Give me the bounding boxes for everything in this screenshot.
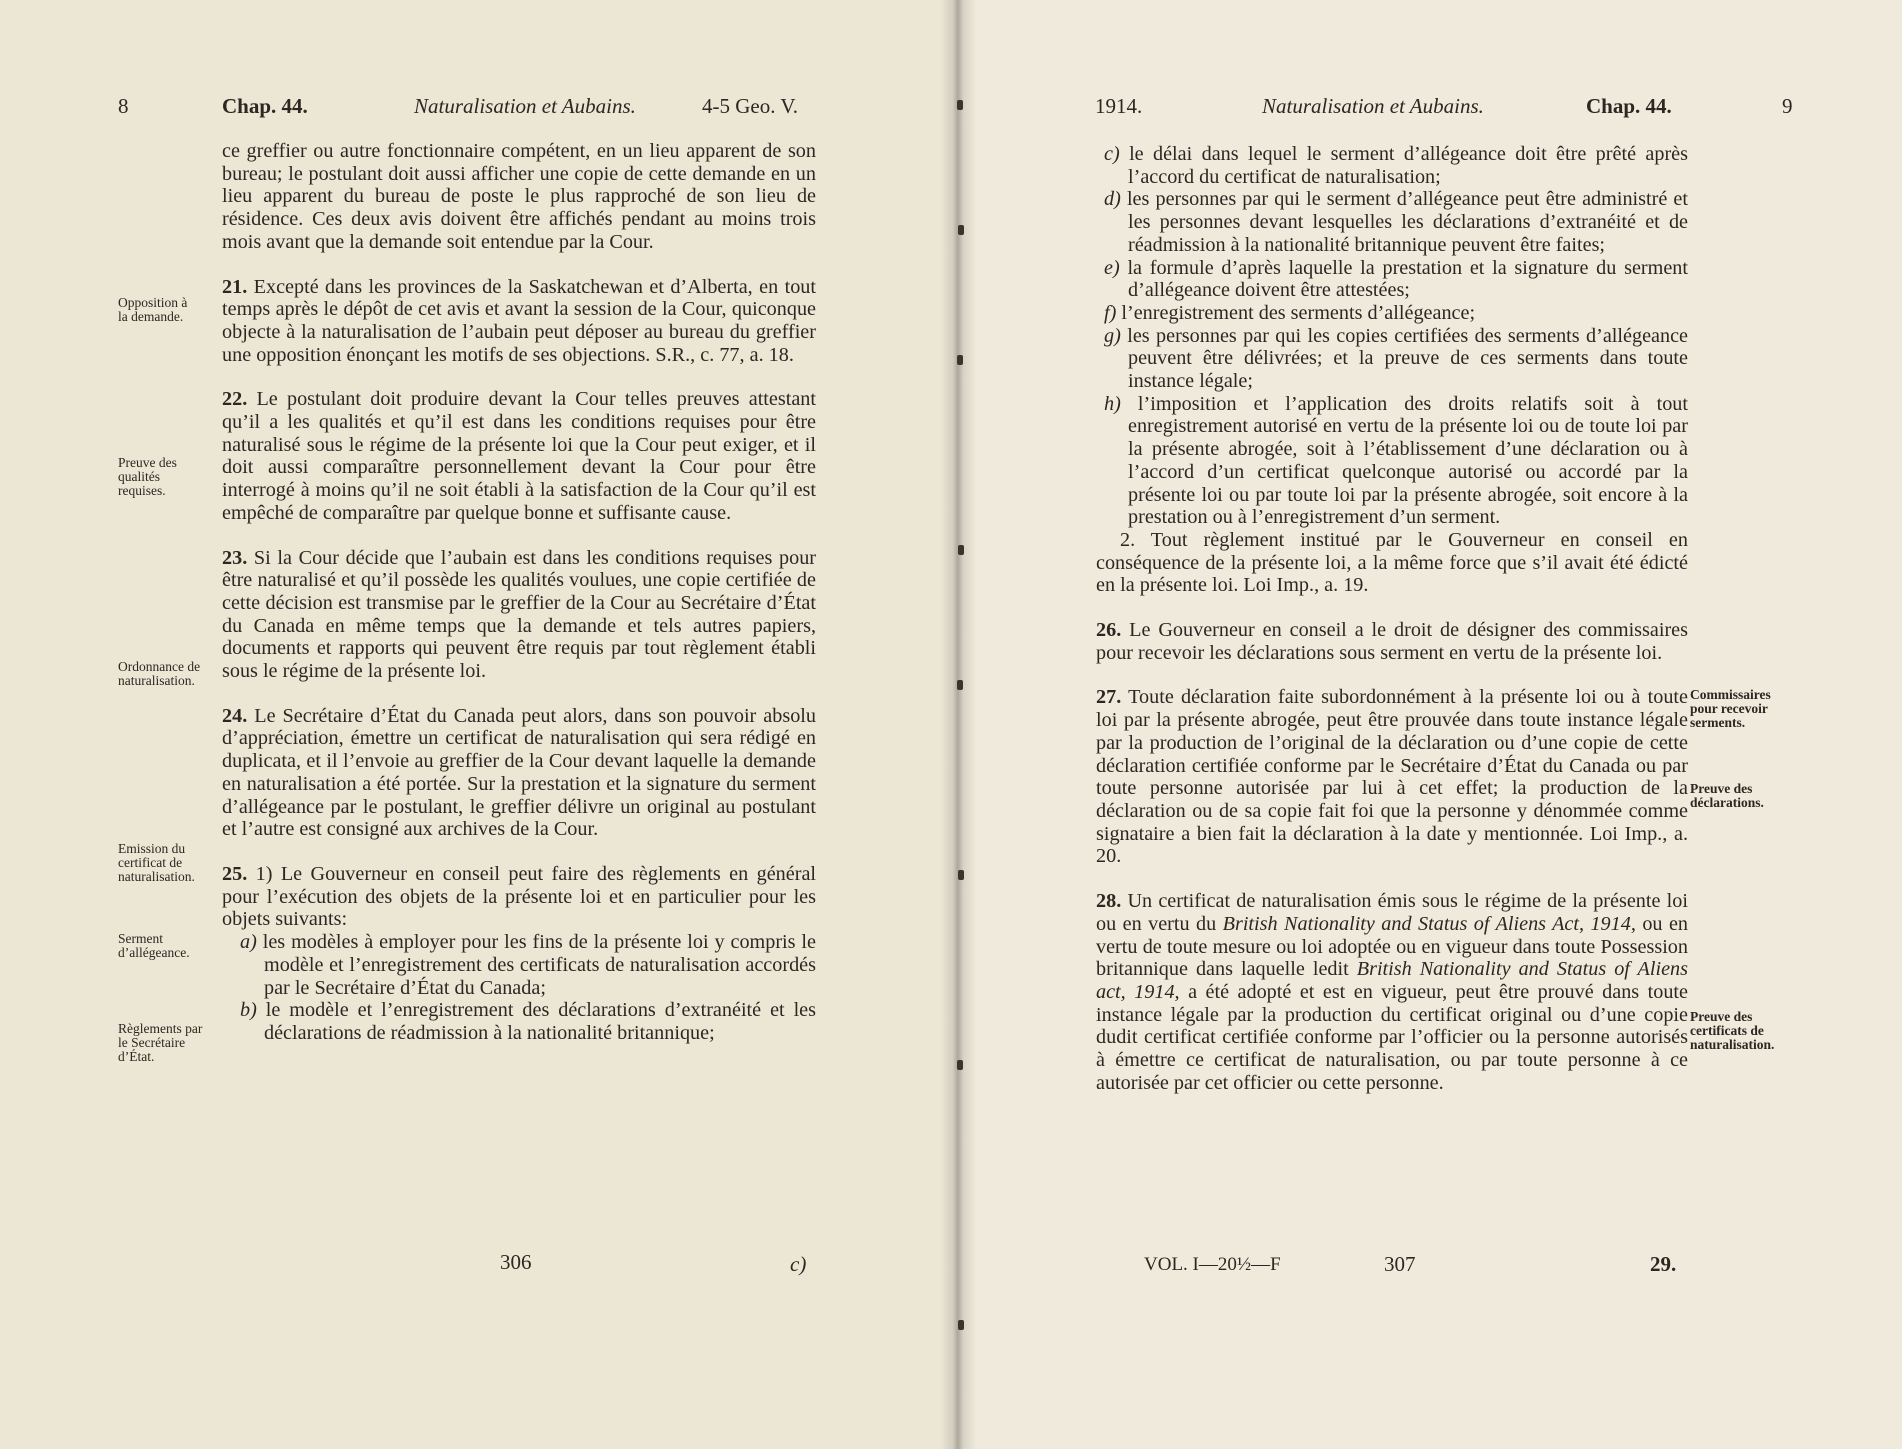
subsection-2: 2. Tout règlement institué par le Gouverneur en conseil en conséquence de la présente loi, a la même force que s’il avait été édicté en la présente loi. Loi Imp., a. 19. [1096, 528, 1688, 597]
side-note-ordonnance: Ordonnance de naturalisation. [118, 659, 201, 688]
section-26: 26. Le Gouverneur en conseil a le droit de désigner des commissaires pour recevoir les déclarations sous serment en vertu de la présente loi. [1096, 619, 1688, 664]
list-item-h: h) l’imposition et l’application des droits relatifs soit à tout enregistrement autorisé en vertu de la présente loi ou de toute loi par la présente abrogée, soit à l’établissement d’une déclaration ou à l’accord d’un certificat quelconque autorisé ou accordé par la présente loi ou par toute loi par la présente abrogée, soit encore à la prestation ou à l’enregistrement d’un serment. [1104, 392, 1689, 529]
right-header-chapter: Chap. 44. [1586, 94, 1672, 118]
left-page-body [222, 140, 816, 1045]
binding-thread-mark [957, 355, 963, 365]
right-footer-page: 307 [1384, 1252, 1416, 1276]
side-note-reglements: Règlements par le Secrétaire d’État. [118, 1021, 203, 1064]
side-note-serment: Serment d’allégeance. [118, 931, 190, 960]
left-header-title: Naturalisation et Aubains. [414, 94, 636, 118]
left-header-chapter: Chap. 44. [222, 94, 308, 118]
binding-thread-mark [957, 1060, 963, 1070]
list-item-d: d) les personnes par qui le serment d’allégeance peut être administré et les personnes devant lesquelles les déclarations d’extranéité et de réadmission à la nationalité britannique peuvent être faites; [1104, 188, 1688, 256]
left-footer-page: 306 [500, 1250, 532, 1274]
left-header-reign: 4-5 Geo. V. [702, 94, 799, 118]
side-note-preuve-qualites: Preuve des qualités requises. [118, 455, 177, 498]
right-header-title: Naturalisation et Aubains. [1262, 94, 1484, 118]
section-22: 22. Le postulant doit produire devant la Cour telles preuves attestant qu’il a les qualités et qu’il est dans les conditions requises pour être naturalisé sous le régime de la présente loi que la Cour peut exiger, et il doit aussi comparaître personnellement devant la Cour pour être interrogé à moins qu’il ne soit établi à la satisfaction de la Cour qu’il est empêché de comparaître par quelque bonne et suffisante cause. [222, 388, 816, 524]
side-note-preuve-certificats: Preuve des certificats de naturalisation. [1690, 1009, 1775, 1052]
right-header-year: 1914. [1095, 94, 1143, 118]
right-page-number: 9 [1782, 94, 1793, 118]
list-item-g: g) les personnes par qui les copies certifiées des serments d’allégeance peuvent être délivrées; et la preuve de ces serments dans toute instance légale; [1104, 324, 1688, 393]
list-item-f: f) l’enregistrement des serments d’allégeance; [1104, 301, 1476, 324]
list-item-e: e) la formule d’après laquelle la prestation et la signature du serment d’allégeance doivent être attestées; [1104, 256, 1689, 302]
binding-thread-mark [958, 1320, 964, 1330]
right-footer-vol: VOL. I—20½—F [1144, 1254, 1281, 1275]
side-note-emission: Emission du certificat de naturalisation. [118, 841, 195, 884]
left-page-number: 8 [118, 94, 129, 118]
section-24: 24. Le Secrétaire d’État du Canada peut alors, dans son pouvoir absolu d’appréciation, émettre un certificat de naturalisation qui sera rédigé en duplicata, et il l’envoie au greffier de la Cour devant laquelle la demande en naturalisation a été portée. Sur la prestation et la signature du serment d’allégeance par le postulant, le greffier délivre un original au postulant et l’autre est consigné aux archives de la Cour. [222, 704, 816, 841]
continuation-paragraph: ce greffier ou autre fonctionnaire compétent, en un lieu apparent de son bureau; le postulant doit aussi afficher une copie de cette demande en un lieu apparent du bureau de poste le plus rapproché de son lieu de résidence. Ces deux avis doivent être affichés pendant au moins trois mois avant que la demande soit entendue par la Cour. [222, 140, 816, 253]
section-23: 23. Si la Cour décide que l’aubain est dans les conditions requises pour être naturalisé et qu’il possède les qualités voulues, une copie certifiée de cette décision est transmise par le greffier de la Cour au Secrétaire d’État du Canada en même temps que la demande et tels autres papiers, documents et rapports qui peuvent être requis par tout règlement établi sous le régime de la présente loi. [222, 546, 817, 683]
binding-thread-mark [957, 680, 963, 690]
binding-thread-mark [958, 225, 964, 235]
list-item-b: b) le modèle et l’enregistrement des déclarations d’extranéité et les déclarations de réadmission à la nationalité britannique; [240, 999, 817, 1044]
binding-thread-mark [958, 870, 964, 880]
side-note-opposition: Opposition à la demande. [118, 295, 188, 324]
left-catchword: c) [790, 1252, 807, 1276]
section-21: 21. Excepté dans les provinces de la Saskatchewan et d’Alberta, en tout temps après le dépôt de cet avis et avant la session de la Cour, quiconque objecte à la naturalisation de l’aubain peut déposer au bureau du greffier une opposition énonçant les motifs de ses objections. S.R., c. 77, a. 18. [222, 275, 816, 366]
list-item-c: c) le délai dans lequel le serment d’allégeance doit être prêté après l’accord du certificat de naturalisation; [1104, 143, 1688, 188]
section-27: 27. Toute déclaration faite subordonnément à la présente loi ou à toute loi par la présente abrogée, peut être prouvée dans toute instance légale par la production de l’original de la déclaration ou d’une copie de cette déclaration certifiée conforme par le Secrétaire d’État du Canada ou par toute personne autorisée par lui à cet effet; la production de la déclaration ou de sa copie fait foi que la personne y dénommée comme signataire a bien fait la déclaration à la date y mentionnée. Loi Imp., a. 20. [1096, 686, 1688, 868]
list-item-a: a) les modèles à employer pour les fins de la présente loi y compris le modèle et l’enregistrement des certificats de naturalisation accordés par le Secrétaire d’État du Canada; [240, 931, 816, 999]
book-gutter [940, 0, 976, 1449]
right-page-body [1096, 143, 1688, 1094]
section-25: 25. 1) Le Gouverneur en conseil peut faire des règlements en général pour l’exécution des objets de la présente loi et en particulier pour les objets suivants: [222, 862, 817, 931]
side-note-commissaires: Commissaires pour recevoir serments. [1690, 687, 1771, 730]
binding-thread-mark [958, 545, 964, 555]
section-28: 28. Un certificat de naturalisation émis sous le régime de la présente loi ou en vertu du British Nationality and Status of Aliens Act, 1914, ou en vertu de toute mesure ou loi adoptée ou en vigueur dans toute Possession britannique dans laquelle ledit British Nationality and Status of Aliens act, 1914, a été adopté et est en vigueur, peut être prouvé dans toute instance légale par la production du certificat original ou d’une copie dudit certificat certifiée conforme par l’officier ou la personne autorisés à émettre ce certificat de naturalisation, ou par toute personne à ce autorisée par cet officier ou cette personne. [1096, 890, 1689, 1094]
binding-thread-mark [957, 100, 963, 110]
side-note-preuve-declarations: Preuve des déclarations. [1690, 781, 1764, 810]
right-catchword: 29. [1650, 1252, 1677, 1276]
